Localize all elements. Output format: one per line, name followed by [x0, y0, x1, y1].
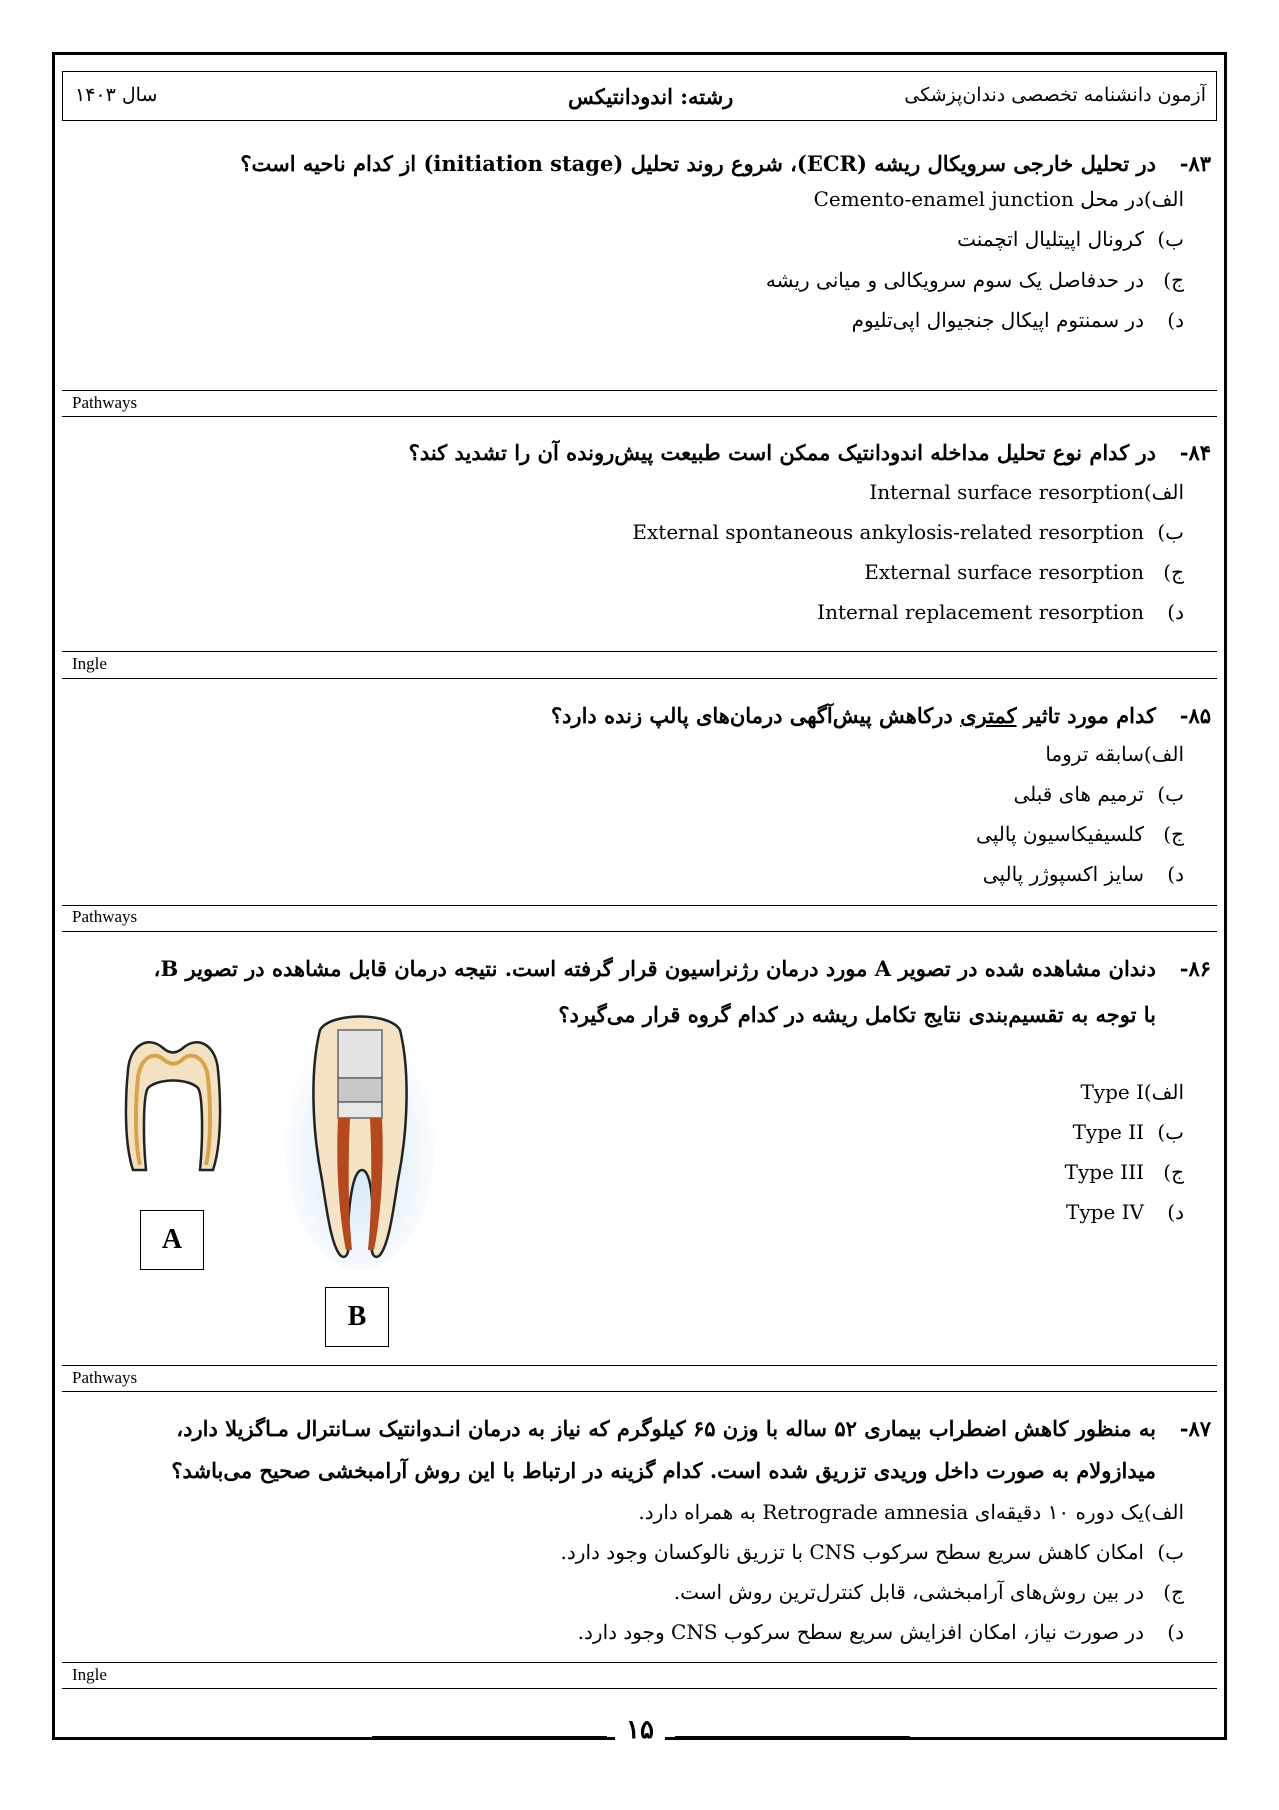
option-c[interactable]: ج)کلسیفیکاسیون پالپی — [976, 822, 1184, 846]
option-d[interactable]: د)Type IV — [1066, 1200, 1184, 1224]
question-number: ۸۷- — [1179, 1416, 1211, 1441]
question-86: ۸۶-دندان مشاهده شده در تصویر A مورد درمان رژنراسیون قرار گرفته است. نتیجه درمان قابل مشاهده در تصویر B، با توجه به تقسیم‌بندی نتایج تکامل ریشه در کدام گروه قرار می‌گیرد؟ — [61, 950, 1211, 1034]
divider — [62, 1391, 1217, 1392]
option-a[interactable]: الف)در محل Cemento-enamel junction — [813, 187, 1184, 211]
divider — [62, 905, 1217, 906]
source-label: Pathways — [72, 1368, 138, 1387]
option-a[interactable]: الف)Type I — [1080, 1080, 1184, 1104]
divider — [62, 931, 1217, 932]
exam-year: سال ۱۴۰۳ — [75, 84, 158, 106]
figure-label-a: A — [140, 1210, 204, 1270]
tooth-b-illustration — [280, 1010, 440, 1270]
option-c[interactable]: ج)External surface resorption — [864, 560, 1184, 584]
page-header — [62, 71, 1217, 121]
question-number: ۸۶- — [1179, 956, 1211, 981]
option-a[interactable]: الف)سابقه تروما — [1045, 742, 1184, 766]
question-83 — [240, 145, 1211, 183]
exam-title: آزمون دانشنامه تخصصی دندان‌پزشکی — [904, 84, 1206, 106]
question-text: ۸۶-دندان مشاهده شده در تصویر A مورد درمان رژنراسیون قرار گرفته است. نتیجه درمان قابل مشاهده در تصویر B، — [61, 950, 1211, 988]
footer-line-left — [372, 1736, 607, 1739]
option-a[interactable]: الف)یک دوره ۱۰ دقیقه‌ای Retrograde amnesia به همراه دارد. — [638, 1500, 1184, 1524]
option-d[interactable]: د)Internal replacement resorption — [817, 600, 1184, 624]
option-c[interactable]: ج)Type III — [1064, 1160, 1184, 1184]
footer-line-right — [675, 1736, 910, 1739]
figure-label-b: B — [325, 1287, 389, 1347]
divider — [62, 1688, 1217, 1689]
option-b[interactable]: ب)Type II — [1072, 1120, 1184, 1144]
page-number: ۱۵ — [615, 1715, 665, 1745]
question-number: ۸۳- — [1179, 151, 1211, 176]
option-b[interactable]: ب)ترمیم های قبلی — [1013, 782, 1184, 806]
option-d[interactable]: د)سایز اکسپوژر پالپی — [982, 862, 1184, 886]
question-text: ۸۳-در تحلیل خارجی سرویکال ریشه (ECR)، شروع روند تحلیل (initiation stage) از کدام ناحیه است؟ — [240, 145, 1211, 183]
question-85 — [551, 697, 1211, 735]
divider — [62, 1365, 1217, 1366]
tooth-a-illustration — [118, 1030, 228, 1180]
option-b[interactable]: ب)کرونال اپیتلیال اتچمنت — [957, 227, 1184, 251]
field-title: رشته: اندودانتیکس — [568, 84, 734, 109]
source-label: Ingle — [72, 654, 107, 673]
divider — [62, 678, 1217, 679]
question-text: ۸۷-به منظور کاهش اضطراب بیماری ۵۲ ساله با وزن ۶۵ کیلوگرم که نیاز به درمان انـدوانتیک سـانترال مـاگزیلا دارد، — [61, 1410, 1211, 1448]
question-number: ۸۴- — [1179, 440, 1211, 465]
source-label: Ingle — [72, 1665, 107, 1684]
underlined-word: کمتری — [960, 703, 1017, 728]
source-label: Pathways — [72, 393, 138, 412]
question-text: ۸۴-در کدام نوع تحلیل مداخله اندودانتیک ممکن است طبیعت پیش‌رونده آن را تشدید کند؟ — [409, 434, 1211, 472]
option-c[interactable]: ج)در بین روش‌های آرامبخشی، قابل کنترل‌ترین روش است. — [673, 1580, 1184, 1604]
question-87: ۸۷-به منظور کاهش اضطراب بیماری ۵۲ ساله با وزن ۶۵ کیلوگرم که نیاز به درمان انـدوانتیک سـانترال مـاگزیلا دارد، میدازولام به صورت داخل وریدی تزریق شده است. کدام گزینه در ارتباط با این روش آرامبخشی صحیح می‌باشد؟ — [61, 1410, 1211, 1490]
divider — [62, 651, 1217, 652]
divider — [62, 416, 1217, 417]
option-b[interactable]: ب)External spontaneous ankylosis-related resorption — [632, 520, 1184, 544]
option-a[interactable]: الف)Internal surface resorption — [869, 480, 1184, 504]
option-b[interactable]: ب)امکان کاهش سریع سطح سرکوب CNS با تزریق نالوکسان وجود دارد. — [560, 1540, 1184, 1564]
question-number: ۸۵- — [1179, 703, 1211, 728]
option-d[interactable]: د)در سمنتوم اپیکال جنجیوال اپی‌تلیوم — [851, 308, 1184, 332]
divider — [62, 1662, 1217, 1663]
source-label: Pathways — [72, 907, 138, 926]
question-84 — [409, 434, 1211, 472]
question-text: ۸۵-کدام مورد تاثیر کمتری درکاهش پیش‌آگهی درمان‌های پالپ زنده دارد؟ — [551, 697, 1211, 735]
divider — [62, 390, 1217, 391]
option-d[interactable]: د)در صورت نیاز، امکان افزایش سریع سطح سرکوب CNS وجود دارد. — [577, 1620, 1184, 1644]
option-c[interactable]: ج)در حدفاصل یک سوم سرویکالی و میانی ریشه — [765, 268, 1184, 292]
